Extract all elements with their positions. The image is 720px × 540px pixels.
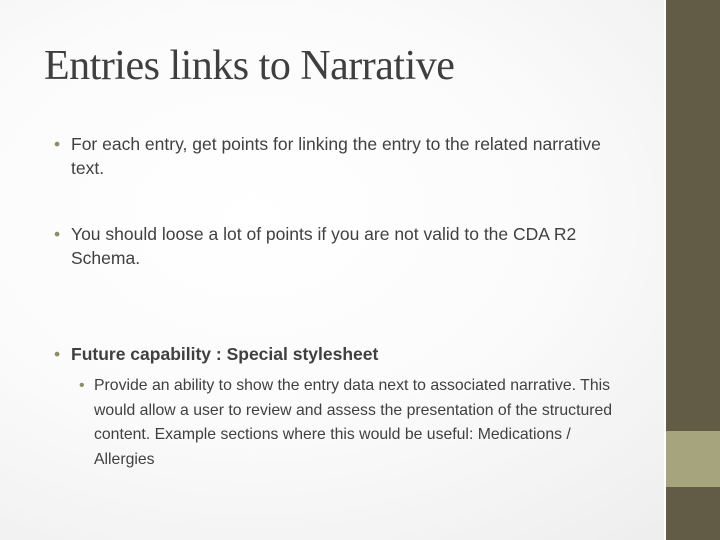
sub-bullet-item	[79, 374, 629, 472]
sub-bullet-marker: •	[79, 377, 85, 394]
bullet-marker: •	[54, 134, 61, 154]
bullet-item	[54, 342, 634, 366]
bullet-marker: •	[54, 224, 61, 244]
bullet-item	[54, 222, 634, 270]
slide-title: Entries links to Narrative	[44, 43, 455, 89]
sub-bullet-text: Provide an ability to show the entry data next to associated narrative. This would allow a user to review and assess the presentation of the structured content. Example sections where this would be useful: Medications / Allergies	[94, 377, 613, 468]
bullet-text-bold: Future capability : Special stylesheet	[71, 344, 379, 364]
bullet-item	[54, 132, 634, 180]
sidebar-accent-block	[666, 431, 720, 487]
bullet-text: For each entry, get points for linking the entry to the related narrative text.	[71, 134, 601, 178]
bullet-marker: •	[54, 344, 61, 364]
bullet-text: You should loose a lot of points if you are not valid to the CDA R2 Schema.	[71, 224, 577, 268]
